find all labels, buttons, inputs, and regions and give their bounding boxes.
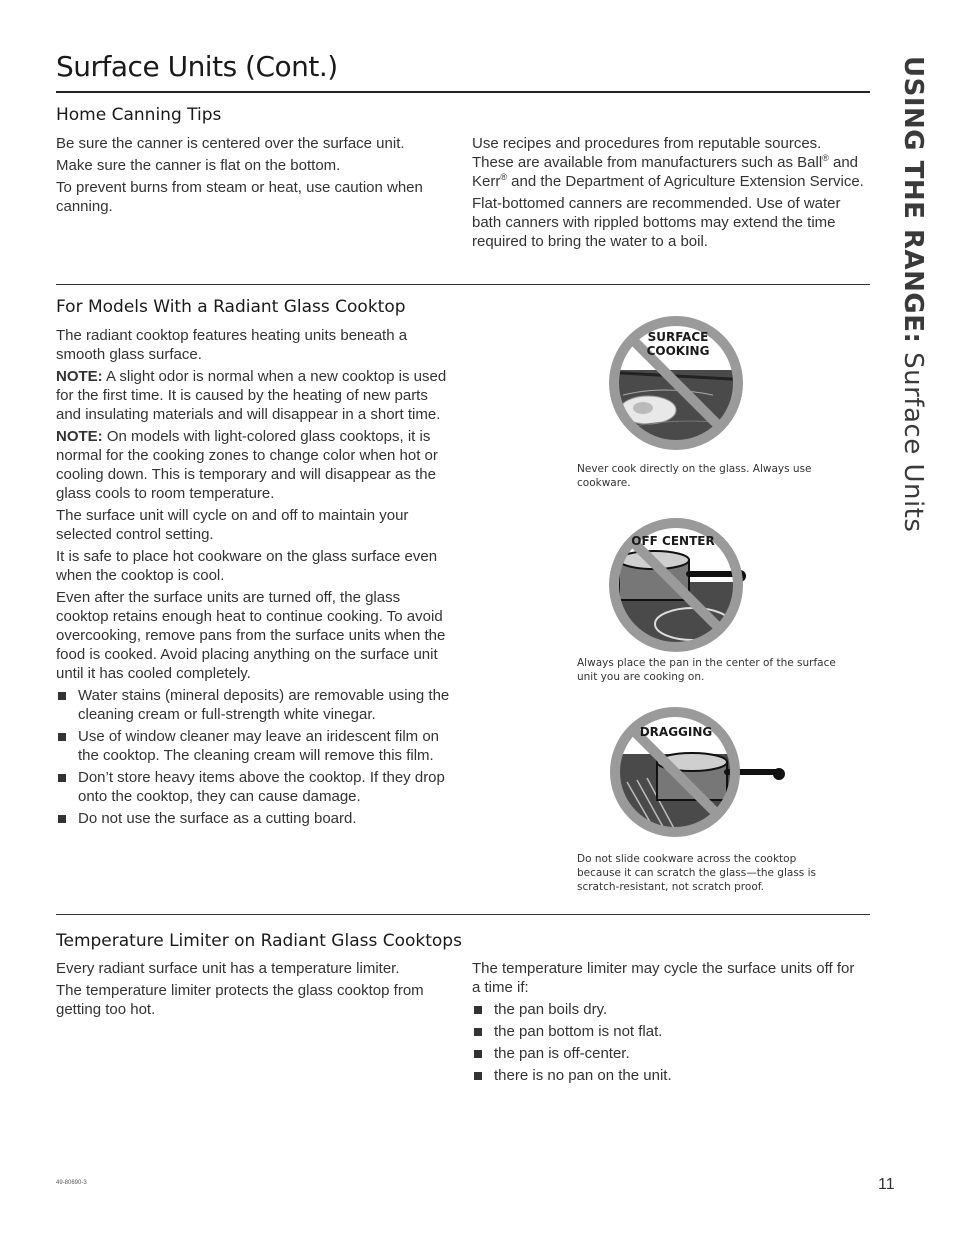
note-color xyxy=(56,427,456,503)
home-canning-right xyxy=(472,134,864,254)
limiter-bullets xyxy=(472,1000,864,1085)
note-text: A slight odor is normal when a new cooktop is used for the first time. It is caused by the heating of new parts and insulating materials and will disappear in a short time. xyxy=(56,368,447,423)
limiter-heading: Temperature Limiter on Radiant Glass Cooktops xyxy=(56,931,462,951)
title-rule xyxy=(56,91,870,93)
sources-text-b: and Kerr xyxy=(472,154,859,190)
figure-label: SURFACE xyxy=(647,330,709,344)
sources-text-c: and the Department of Agriculture Extension Service. xyxy=(506,173,864,190)
canning-tip: Be sure the canner is centered over the surface unit. xyxy=(56,135,405,152)
limiter-left xyxy=(56,959,451,1022)
note-label: NOTE: xyxy=(56,368,103,385)
note-text: On models with light-colored glass cooktops, it is normal for the cooking zones to change color when hot or cooling down. This is temporary and will disappear as the glass cools to room temperature. xyxy=(56,428,438,502)
radiant-heat: Even after the surface units are turned off, the glass cooktop retains enough heat to continue cooking. To avoid overcooking, remove pans from the surface units when the food is cooked. Avoid placing anything on the surface unit until it has cooled completely. xyxy=(56,589,446,682)
section-divider xyxy=(56,284,870,285)
limiter-text: The temperature limiter protects the glass cooktop from getting too hot. xyxy=(56,982,424,1018)
figure-label: OFF CENTER xyxy=(631,534,715,548)
side-tab-bold: USING THE RANGE: xyxy=(898,56,928,344)
registered-mark: ® xyxy=(822,153,829,163)
list-item: the pan boils dry. xyxy=(472,1000,864,1019)
figure-label: DRAGGING xyxy=(639,725,713,739)
canning-tip: Make sure the canner is flat on the bottom. xyxy=(56,157,341,174)
canning-tip: To prevent burns from steam or heat, use caution when canning. xyxy=(56,179,423,215)
limiter-intro: The temperature limiter may cycle the surface units off for a time if: xyxy=(472,960,855,996)
off-center-illustration xyxy=(603,512,753,658)
section-divider xyxy=(56,914,870,915)
limiter-right xyxy=(472,959,864,1088)
canner-recommendation: Flat-bottomed canners are recommended. Use of water bath canners with rippled bottoms may extend the time required to bring the water to a boil. xyxy=(472,195,841,250)
list-item: the pan bottom is not flat. xyxy=(472,1022,864,1041)
figure-caption: Do not slide cookware across the cooktop because it can scratch the glass—the glass is scratch-resistant, not scratch proof. xyxy=(577,853,816,893)
list-item: Do not use the surface as a cutting board. xyxy=(56,809,456,828)
home-canning-left xyxy=(56,134,451,219)
page-number: 11 xyxy=(878,1176,895,1193)
page-title: Surface Units (Cont.) xyxy=(56,50,338,83)
note-odor xyxy=(56,367,456,424)
figure-label: COOKING xyxy=(646,344,710,358)
figure-caption: Always place the pan in the center of the surface unit you are cooking on. xyxy=(577,657,836,683)
canning-sources xyxy=(472,134,864,191)
list-item: the pan is off-center. xyxy=(472,1044,864,1063)
list-item: Water stains (mineral deposits) are removable using the cleaning cream or full-strength white vinegar. xyxy=(56,686,456,724)
figure-caption: Never cook directly on the glass. Always use cookware. xyxy=(577,463,812,489)
surface-cooking-illustration xyxy=(603,310,749,456)
list-item: Don’t store heavy items above the cooktop. If they drop onto the cooktop, they can cause damage. xyxy=(56,768,456,806)
radiant-intro: The radiant cooktop features heating units beneath a smooth glass surface. xyxy=(56,327,408,363)
radiant-safe: It is safe to place hot cookware on the glass surface even when the cooktop is cool. xyxy=(56,548,438,584)
note-label: NOTE: xyxy=(56,428,103,445)
registered-mark: ® xyxy=(500,172,507,182)
side-tab-regular: Surface Units xyxy=(898,343,928,533)
document-code: 49-80690-3 xyxy=(56,1180,87,1186)
sources-text-a: Use recipes and procedures from reputable sources. These are available from manufacturers such as Ball xyxy=(472,135,823,171)
list-item: Use of window cleaner may leave an iridescent film on the cooktop. The cleaning cream will remove this film. xyxy=(56,727,456,765)
home-canning-heading: Home Canning Tips xyxy=(56,105,222,125)
radiant-heading: For Models With a Radiant Glass Cooktop xyxy=(56,297,406,317)
dragging-illustration xyxy=(607,704,787,844)
limiter-text: Every radiant surface unit has a temperature limiter. xyxy=(56,960,400,977)
radiant-bullets xyxy=(56,686,456,828)
side-tab xyxy=(888,56,928,533)
list-item: there is no pan on the unit. xyxy=(472,1066,864,1085)
radiant-cycle: The surface unit will cycle on and off to maintain your selected control setting. xyxy=(56,507,409,543)
radiant-text xyxy=(56,326,456,831)
